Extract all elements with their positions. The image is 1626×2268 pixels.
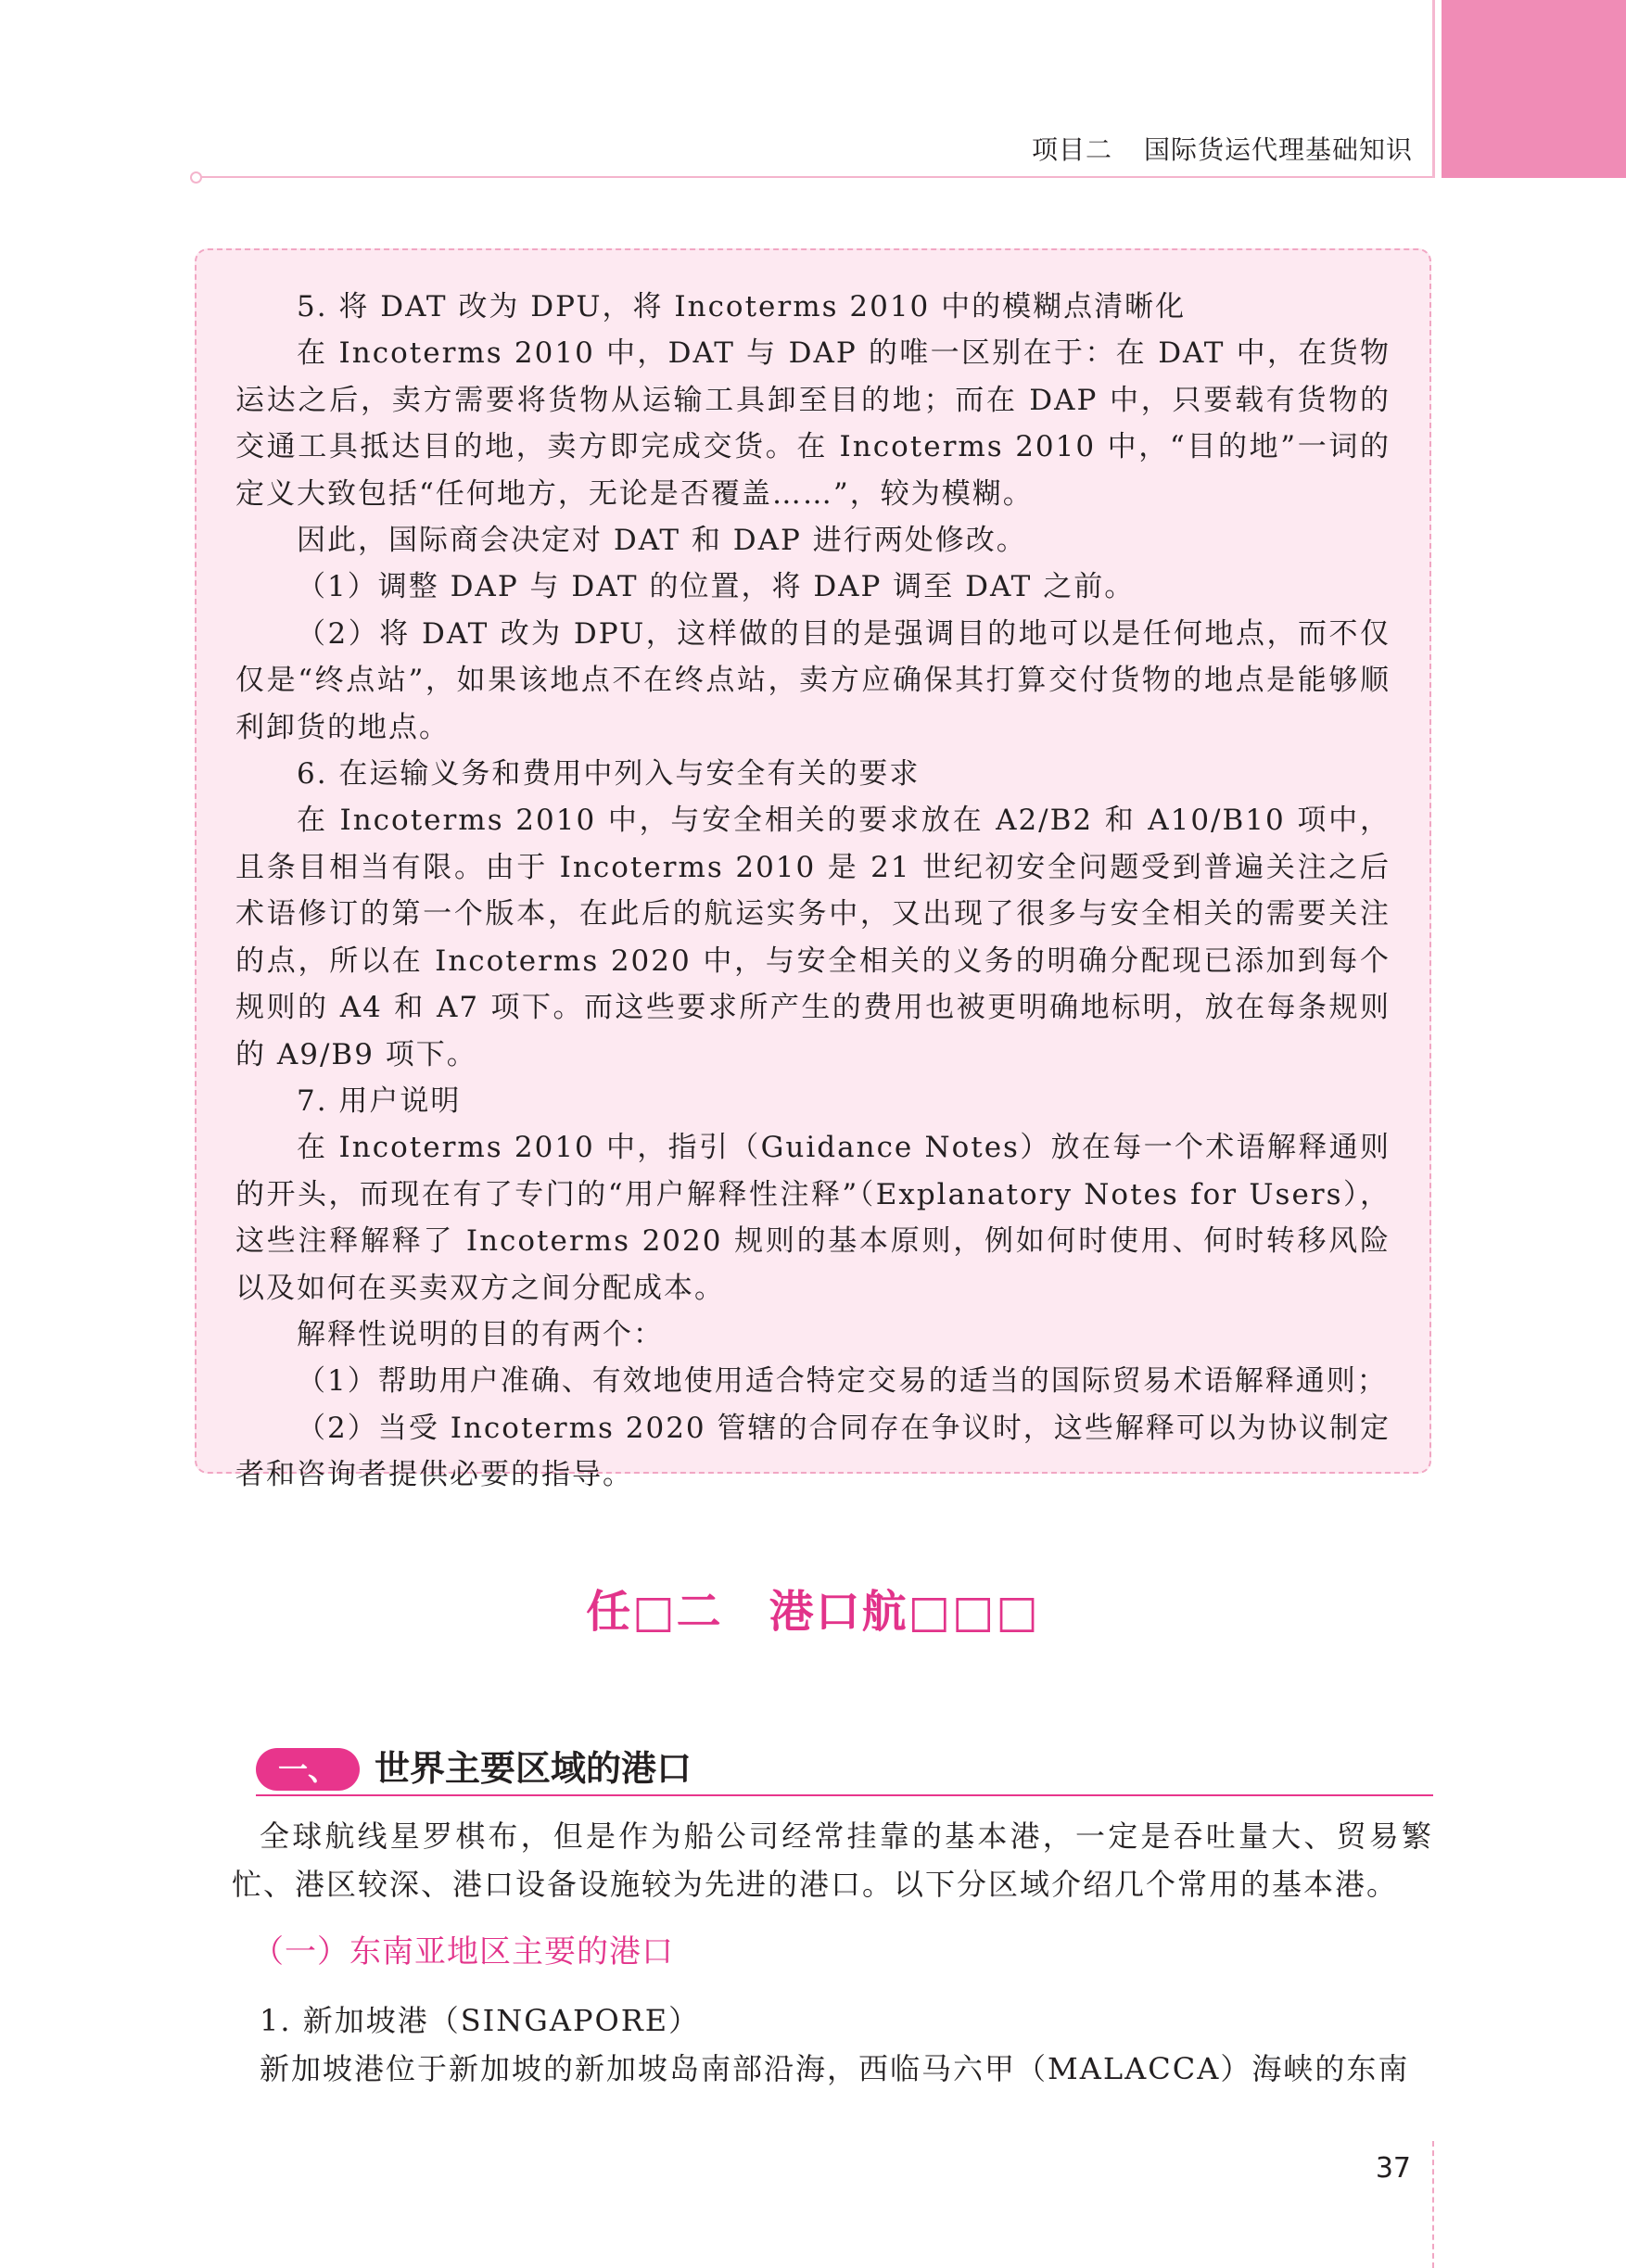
box-paragraph: 在 Incoterms 2010 中，指引（Guidance Notes）放在每一个术语解释通则的开头，而现在有了专门的“用户解释性注释”（Explanatory Notes for Users），这些注释解释了 Incoterms 2020 规则的基本原则，例如何时使用、何时转移风险以及如何在买卖双方之间分配成本。 [235,1131,1391,1305]
header-rule [197,176,1432,178]
box-paragraph: （2）将 DAT 改为 DPU，这样做的目的是强调目的地可以是任何地点，而不仅仅是“终点站”，如果该地点不在终点站，卖方应确保其打算交付货物的地点是能够顺利卸货的地点。 [235,616,1391,744]
section-number-badge: 一、 [256,1748,360,1791]
section-rule [256,1794,1433,1796]
subsection-title: （一）东南亚地区主要的港口 [252,1933,674,1970]
box-paragraph: （1）调整 DAP 与 DAT 的位置，将 DAP 调至 DAT 之前。 [297,570,1136,604]
running-head-chapter: 国际货运代理基础知识 [1143,134,1413,165]
box-paragraph: 解释性说明的目的有两个： [297,1317,664,1351]
box-paragraph: 在 Incoterms 2010 中，与安全相关的要求放在 A2/B2 和 A10/B10 项中，且条目相当有限。由于 Incoterms 2010 是 21 世纪初安全问题受到普遍关注之后术语修订的第一个版本，在此后的航运实务中，又出现了很多与安全相关的需要关注的点，所以在 Incoterms 2020 中，与安全相关的义务的明确分配现已添加到每个规则的 A4 和 A7 项下。而这些要求所产生的费用也被更明确地标明，放在每条规则的 A9/B9 项下。 [235,804,1391,1071]
info-box [195,248,1431,1492]
task-title: 任□二 港口航□□□ [586,1586,1040,1638]
port-paragraph: 新加坡港位于新加坡的新加坡岛南部沿海，西临马六甲（MALACCA）海峡的东南 [260,2051,1410,2086]
box-paragraph: （2）当受 Incoterms 2020 管辖的合同存在争议时，这些解释可以为协议制定者和咨询者提供必要的指导。 [235,1411,1391,1492]
box-paragraph: 6. 在运输义务和费用中列入与安全有关的要求 [297,757,921,792]
section-title: 世界主要区域的港口 [375,1748,692,1789]
intro-paragraph: 全球航线星罗棋布，但是作为船公司经常挂靠的基本港，一定是吞吐量大、贸易繁忙、港区较深、港口设备设施较为先进的港口。以下分区域介绍几个常用的基本港。 [232,1818,1433,1902]
box-paragraph: 在 Incoterms 2010 中，DAT 与 DAP 的唯一区别在于：在 DAT 中，在货物运达之后，卖方需要将货物从运输工具卸至目的地；而在 DAP 中，只要载有货物的交通工具抵达目的地，卖方即完成交货。在 Incoterms 2010 中，“目的地”一词的定义大致包括“任何地方，无论是否覆盖……”，较为模糊。 [235,336,1391,511]
box-paragraph: 5. 将 DAT 改为 DPU，将 Incoterms 2010 中的模糊点清晰化 [297,290,1187,323]
section-intro [232,1812,1433,1908]
chapter-tab [1442,0,1626,178]
box-paragraph: 因此，国际商会决定对 DAT 和 DAP 进行两处修改。 [297,524,1027,558]
running-head [1032,130,1413,167]
header-rule-dot [190,171,202,184]
footer-rule [1432,2141,1434,2268]
page-number: 37 [1375,2152,1411,2185]
section-header [256,1742,1433,1796]
port-block [232,1996,1433,2093]
box-paragraph: （1）帮助用户准确、有效地使用适合特定交易的适当的国际贸易术语解释通则； [297,1364,1388,1399]
port-heading: 1. 新加坡港（SINGAPORE） [260,2003,701,2038]
tab-divider [1432,0,1435,178]
running-head-project: 项目二 [1031,134,1112,165]
box-paragraph: 7. 用户说明 [297,1083,462,1118]
